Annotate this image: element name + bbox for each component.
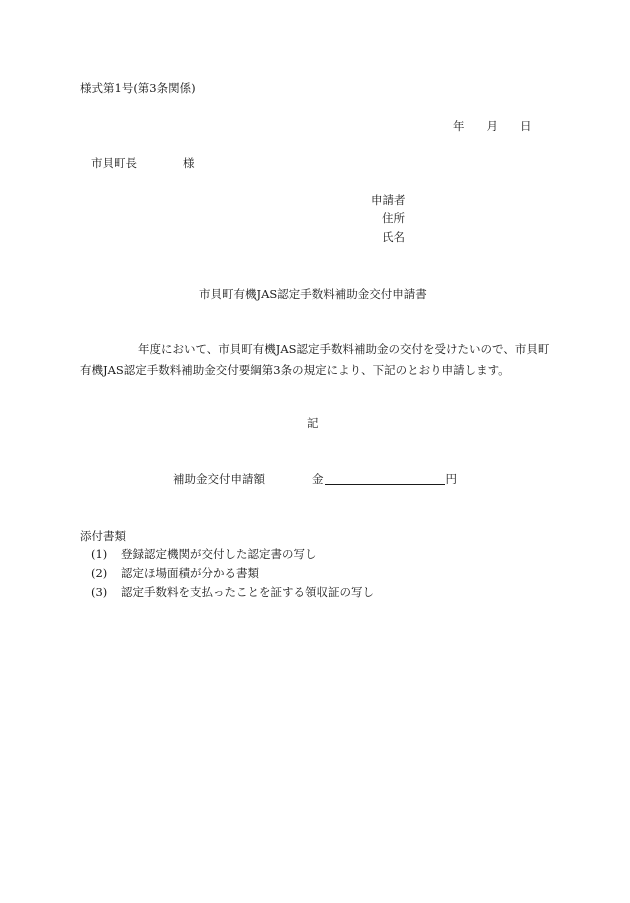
applicant-name-label: 氏名 — [382, 230, 405, 244]
date-line — [453, 118, 532, 134]
attachment-number: (1) — [91, 547, 108, 561]
attachment-number: (2) — [91, 566, 108, 580]
date-year-label: 年 — [453, 119, 465, 133]
amount-prefix: 金 — [312, 472, 324, 486]
addressee-honorific: 様 — [183, 156, 195, 170]
attachment-item — [91, 546, 317, 562]
amount-field — [312, 471, 457, 487]
attachments-heading: 添付書類 — [80, 529, 126, 543]
attachment-number: (3) — [91, 585, 108, 599]
ki-heading: 記 — [307, 416, 319, 430]
date-day-label: 日 — [520, 119, 532, 133]
amount-label: 補助金交付申請額 — [173, 472, 265, 486]
addressee-name: 市貝町長 — [91, 156, 137, 170]
amount-unit: 円 — [445, 472, 457, 486]
body-text: 年度において、市貝町有機JAS認定手数料補助金の交付を受けたいので、市貝町有機JAS認定手数料補助金交付要綱第3条の規定により、下記のとおり申請します。 — [80, 342, 550, 377]
date-month-label: 月 — [486, 119, 498, 133]
attachment-text: 認定手数料を支払ったことを証する領収証の写し — [121, 585, 374, 599]
form-label: 様式第1号(第3条関係) — [80, 81, 196, 95]
applicant-title: 申請者 — [371, 193, 406, 207]
attachment-item — [91, 584, 374, 600]
body-paragraph — [80, 339, 550, 381]
attachment-text: 登録認定機関が交付した認定書の写し — [121, 547, 317, 561]
amount-blank-line — [325, 472, 445, 485]
attachment-item — [91, 565, 259, 581]
document-title: 市貝町有機JAS認定手数料補助金交付申請書 — [199, 287, 427, 301]
applicant-address-label: 住所 — [382, 211, 405, 225]
attachment-text: 認定ほ場面積が分かる書類 — [121, 566, 259, 580]
